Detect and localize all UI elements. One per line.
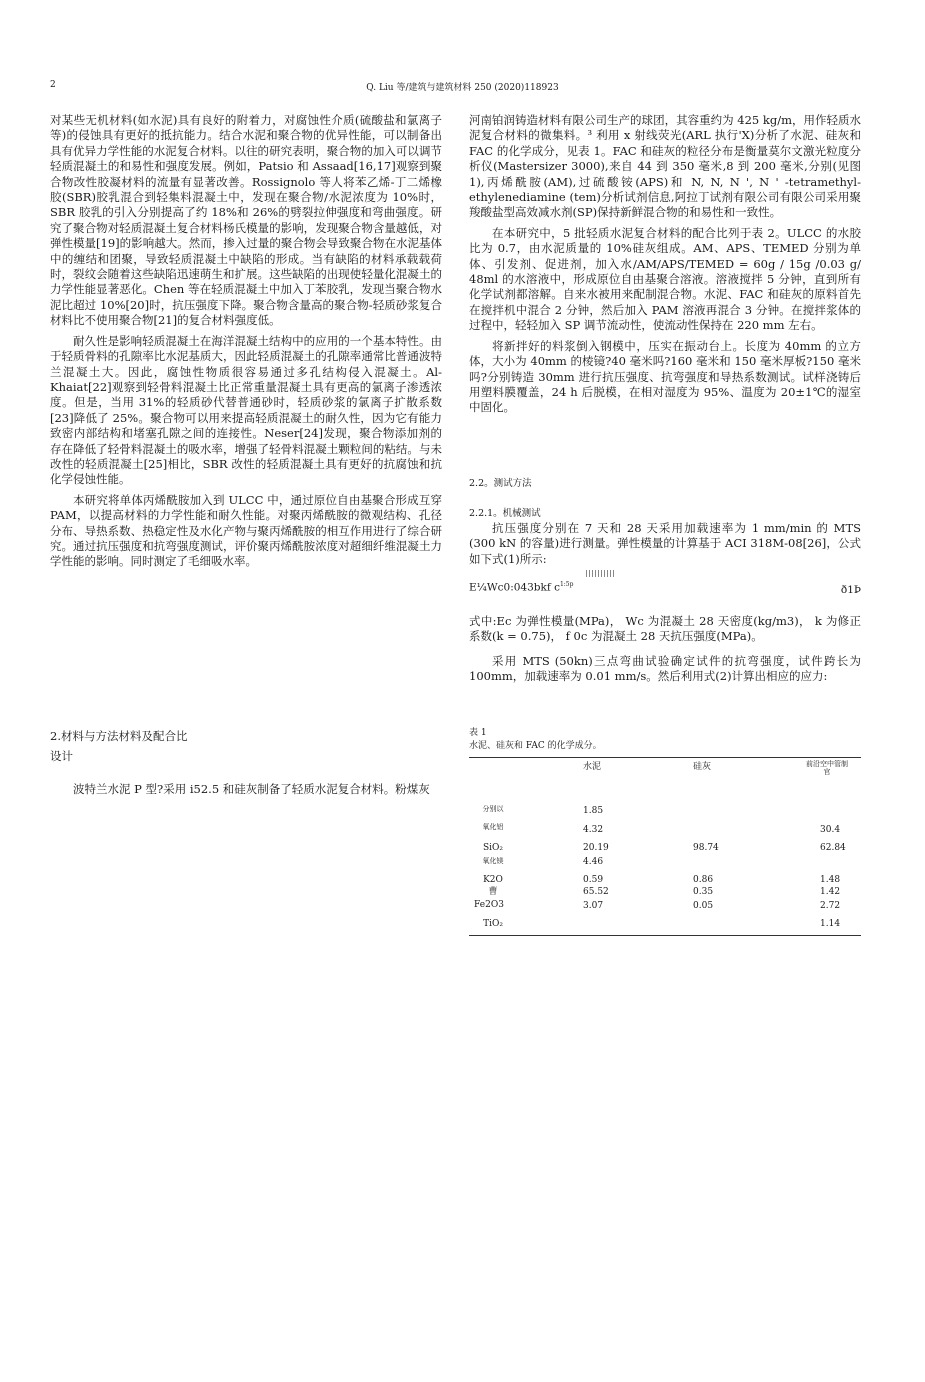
table-cell: 0.86 (693, 875, 714, 885)
table-row-label: SiO₂ (482, 843, 504, 853)
equation-subscript: 1:5p (559, 581, 574, 588)
table-cell: 1.42 (820, 887, 841, 897)
equation-text: E¼Wc0:043bkf c (469, 581, 560, 594)
subsection-heading: 2.2。测试方法 (469, 478, 532, 489)
table-cell: 30.4 (820, 825, 841, 835)
body-paragraph: 耐久性是影响轻质混凝土在海洋混凝土结构中的应用的一个基本特性。由于轻质骨料的孔隙率比水泥基质大，因此轻质混凝土的孔隙率通常比普通波特兰混凝土大。因此，腐蚀性物质很容易通过多孔结构侵入混凝土。Al- Khaiat[22]观察到轻骨料混凝土比正常重量混凝土具有更高的氯离子渗透浓度。但是，当用 31%的轻质砂代替普通砂时，轻质砂浆的氯离子扩散系数[23]降低了 25%。聚合物可以用来提高轻质混凝土的耐久性，因为它有能力致密内部结构和堵塞孔隙之间的连接性。Neser[24]发现，聚合物添加剂的存在降低了轻骨料混凝土的吸水率，增强了轻骨料混凝土颗粒间的粘结。与未改性的轻质混凝土[25]相比，SBR 改性的轻质混凝土具有更好的抗腐蚀和抗化学侵蚀性能。 (50, 333, 442, 487)
equation-1 (469, 581, 861, 594)
table-cell: 1.48 (820, 875, 841, 885)
table-header-cell: 前沿空中管制官 (806, 760, 848, 776)
table-cell: 0.59 (583, 875, 604, 885)
table-cell: 3.07 (583, 901, 604, 911)
table-caption: 水泥、硅灰和 FAC 的化学成分。 (469, 741, 602, 751)
table-header-cell: 水泥 (583, 762, 602, 772)
table-cell: 4.32 (583, 825, 604, 835)
table-row-label: 分别以 (482, 805, 504, 813)
equation-explanation (469, 614, 861, 685)
body-paragraph: 将新拌好的料浆倒入钢模中，压实在振动台上。长度为 40mm 的立方体，大小为 40mm 的棱镜?40 毫米吗?160 毫米和 150 毫米厚板?150 毫米吗?分别铸造 30mm 进行抗压强度、抗弯强度和导热系数测试。试样浇铸后用塑料膜覆盖，24 h 后脱模，在相对湿度为 95%、温度为 20±1℃的湿室中固化。 (469, 338, 861, 415)
table-cell: 62.84 (820, 843, 846, 853)
table-cell: 0.35 (693, 887, 714, 897)
body-paragraph: 采用 MTS (50kn)三点弯曲试验确定试件的抗弯强度，试件跨长为 100mm，加载速率为 0.01 mm/s。然后利用式(2)计算出相应的应力: (469, 653, 861, 684)
left-column (50, 113, 442, 570)
body-paragraph: 在本研究中，5 批轻质水泥复合材料的配合比列于表 2。ULCC 的水胶比为 0.7，由水泥质量的 10%硅灰组成。AM、APS、TEMED 分别为单体、引发剂、促进剂，加入水/AM/APS/TEMED = 60g / 15g /0.03 g/ 48ml 的水溶液中，形成原位自由基聚合溶液。溶液搅拌 5 分钟，直到所有化学试剂都溶解。自来水被用来配制混合物。水泥、FAC 和硅灰的原料首先在搅拌机中混合 2 分钟，然后加入 PAM 溶液再混合 3 分钟。在搅拌浆体的过程中，轻轻加入 SP 调节流动性，使流动性保持在 220 mm 左右。 (469, 225, 861, 333)
table-row-label: TiO₂ (483, 919, 503, 929)
table-bottom-rule (469, 935, 861, 936)
table-cell: 20.19 (583, 843, 609, 853)
section-heading: 2.材料与方法材料及配合比 (50, 729, 188, 743)
table-cell: 1.14 (820, 919, 841, 929)
table-cell: 1.85 (583, 806, 604, 816)
equation-number: ð1Þ (840, 584, 861, 596)
subsection-heading: 2.2.1。机械测试 (469, 508, 541, 519)
table-cell: 2.72 (820, 901, 841, 911)
section-heading-cont: 设计 (50, 749, 73, 763)
equation-bar (586, 570, 616, 577)
body-paragraph: 对某些无机材料(如水泥)具有良好的附着力，对腐蚀性介质(硫酸盐和氯离子等)的侵蚀具有更好的抵抗能力。结合水泥和聚合物的优异性能，可以制备出具有优异力学性能的水泥复合材料。以往的研究表明，聚合物的加入可以调节轻质混凝土的和易性和强度发展。例如，Patsio 和 Assaad[16,17]观察到聚合物改性胶凝材料的流量有显著改善。Rossignolo 等人将苯乙烯-丁二烯橡胶(SBR)胶乳混合到轻集料混凝土中，发现在聚合物/水泥浓度为 10%时，SBR 胶乳的引入分别提高了约 18%和 26%的劈裂拉伸强度和弯曲强度。研究了聚合物对轻质混凝土复合材料杨氏模量的影响，发现聚合物含量越低，对弹性模量[19]的影响越大。然而，掺入过量的聚合物会导致聚合物在水泥基体中的缠结和团聚，导致轻质混凝土中缺陷的形成。当有缺陷的材料承载载荷时，裂纹会随着这些缺陷迅速萌生和扩展。这些缺陷的出现使轻量化混凝土的力学性能显著恶化。Chen 等在轻质混凝土中加入丁苯胶乳，发现当聚合物水泥比超过 10%[20]时，抗压强度下降。聚合物含量高的聚合物-轻质砂浆复合材料比不使用聚合物[21]的复合材料强度低。 (50, 113, 442, 328)
table-top-rule (469, 757, 861, 758)
body-paragraph: 本研究将单体丙烯酰胺加入到 ULCC 中，通过原位自由基聚合形成互穿 PAM，以提高材料的力学性能和耐久性能。对聚丙烯酰胺的微观结构、孔径分布、导热系数、热稳定性及水化产物与聚丙烯酰胺的相互作用进行了综合研究。通过抗压强度和抗弯强度测试，评价聚丙烯酰胺浓度对超细纤维混凝土力学性能的影响。同时测定了毛细吸水率。 (50, 492, 442, 569)
right-column (469, 113, 861, 416)
table-label: 表 1 (469, 728, 487, 738)
table-row-label: 曹 (488, 887, 498, 897)
materials-paragraph (50, 782, 442, 797)
page-number: 2 (50, 80, 56, 90)
running-header: Q. Liu 等/建筑与建筑材料 250 (2020)118923 (366, 83, 559, 93)
table-cell: 0.05 (693, 901, 714, 911)
table-row-label: K2O (483, 875, 503, 885)
table-cell: 65.52 (583, 887, 609, 897)
table-header-cell: 硅灰 (693, 762, 712, 772)
body-paragraph: 抗压强度分别在 7 天和 28 天采用加载速率为 1 mm/min 的 MTS (300 kN 的容量)进行测量。弹性模量的计算基于 ACI 318M-08[26]，公式如下式(1)所示: (469, 521, 861, 566)
mech-paragraph (469, 521, 861, 567)
table-cell: 4.46 (583, 857, 604, 867)
table-row-label: 氧化镁 (482, 857, 504, 865)
body-paragraph: 波特兰水泥 P 型?采用 i52.5 和硅灰制备了轻质水泥复合材料。粉煤灰 (73, 782, 430, 796)
body-paragraph: 河南铂润铸造材料有限公司生产的球团，其容重约为 425 kg/m，用作轻质水泥复合材料的微集料。³ 利用 x 射线荧光(ARL 执行'X)分析了水泥、硅灰和 FAC 的化学成分，见表 1。FAC 和硅灰的粒径分布是衡量莫尔文激光粒度分析仪(Mastersizer 3000),来自 44 到 350 毫米,8 到 200 毫米,分别(见图 1),丙烯酰胺(AM),过硫酸铵(APS)和 N, N, N ', N ' -tetramethyl-ethylenediamine (tem)分析试剂信息,阿拉丁试剂有限公司有限公司采用聚羧酸盐型高效减水剂(SP)保持新鲜混合物的和易性和一致性。 (469, 113, 861, 220)
body-paragraph: 式中:Ec 为弹性模量(MPa)， Wc 为混凝土 28 天密度(kg/m3)， k 为修正系数(k = 0.75)， f 0c 为混凝土 28 天抗压强度(MPa)。 (469, 614, 861, 644)
table-cell: 98.74 (693, 843, 719, 853)
table-row-label: 氧化铝 (482, 823, 504, 831)
table-row-label: Fe2O3 (474, 900, 504, 910)
